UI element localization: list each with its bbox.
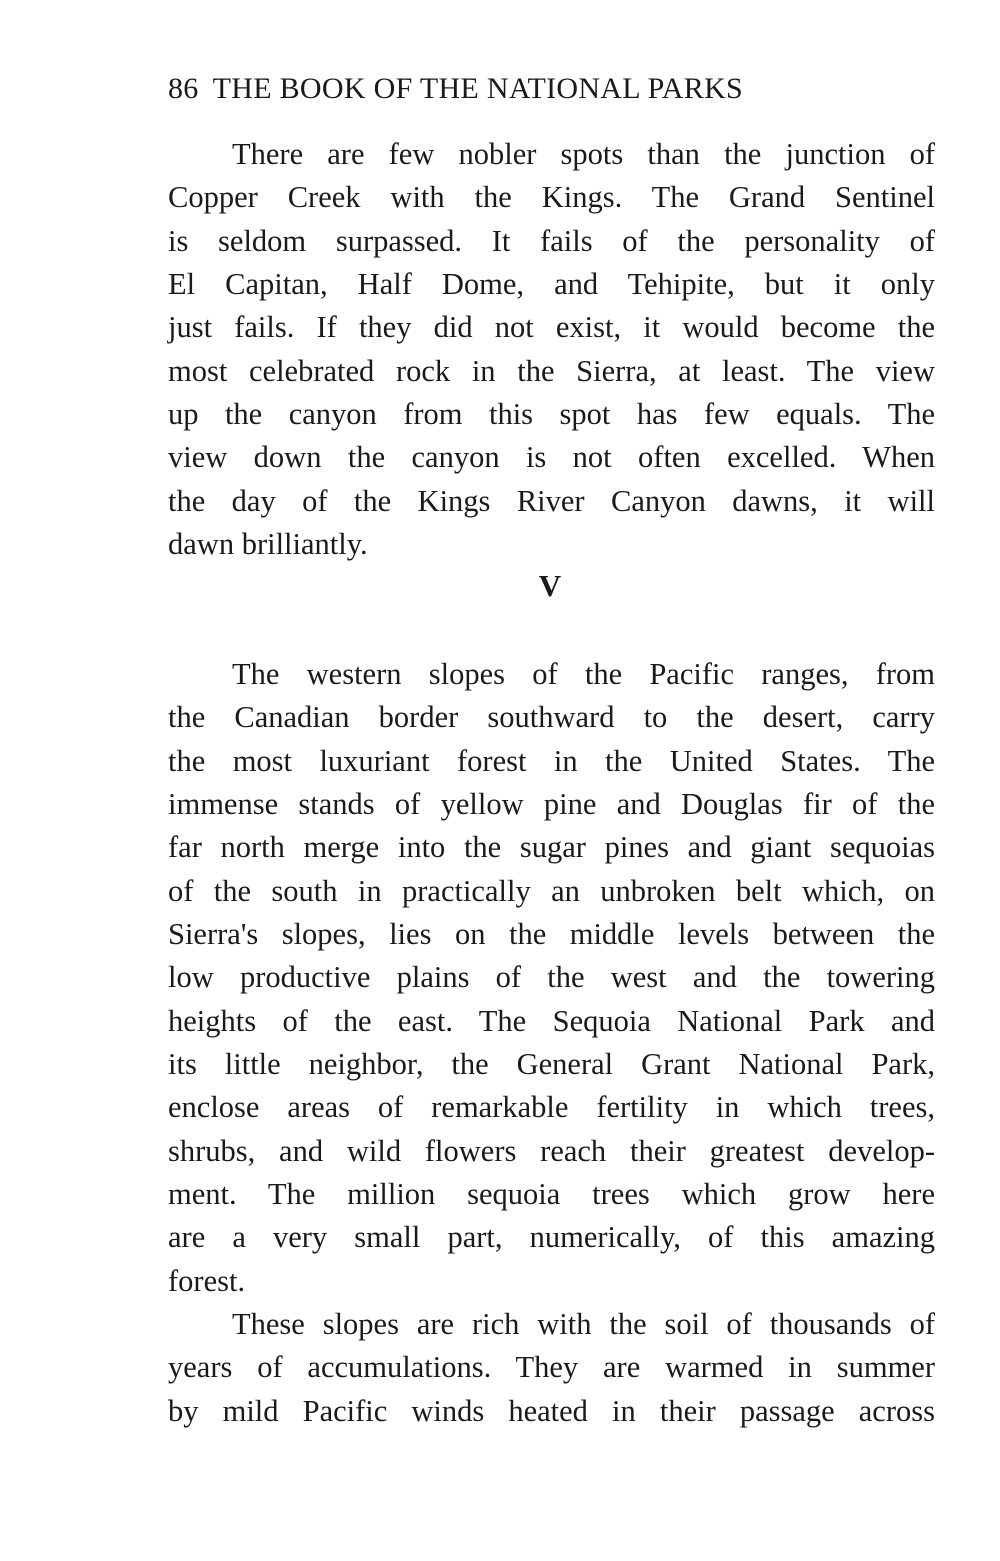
text-line: El Capitan, Half Dome, and Tehipite, but it only (168, 267, 935, 302)
text-line: immense stands of yellow pine and Douglas fir of the (168, 787, 935, 822)
paragraph-1 (168, 133, 935, 566)
text-line: forest. (168, 1263, 246, 1298)
text-line: of the south in practically an unbroken belt which, on (168, 873, 935, 908)
text-line: There are few nobler spots than the junction of (232, 137, 935, 171)
text-line: dawn brilliantly. (168, 527, 368, 562)
book-title: THE BOOK OF THE NATIONAL PARKS (212, 72, 744, 105)
text-line: view down the canyon is not often excelled. When (168, 440, 935, 475)
text-line: The western slopes of the Pacific ranges, from (232, 657, 935, 691)
text-line: most celebrated rock in the Sierra, at least. The view (168, 353, 935, 388)
text-line: is seldom surpassed. It fails of the personality of (168, 223, 935, 258)
text-line: the day of the Kings River Canyon dawns, it will (168, 483, 935, 518)
text-line: shrubs, and wild flowers reach their greatest develop- (168, 1133, 935, 1168)
text-line: are a very small part, numerically, of this amazing (168, 1220, 935, 1255)
running-header (168, 72, 938, 106)
text-line: enclose areas of remarkable fertility in which trees, (168, 1090, 935, 1125)
text-line: by mild Pacific winds heated in their passage across (168, 1393, 935, 1428)
text-line: Copper Creek with the Kings. The Grand Sentinel (168, 180, 935, 215)
text-line: low productive plains of the west and the towering (168, 960, 935, 995)
text-line: Sierra's slopes, lies on the middle levels between the (168, 917, 935, 952)
paragraph-2 (168, 653, 935, 1303)
text-line: heights of the east. The Sequoia National Park and (168, 1003, 935, 1038)
text-line: far north merge into the sugar pines and giant sequoias (168, 830, 935, 865)
text-line: the Canadian border southward to the desert, carry (168, 700, 935, 735)
text-line: just fails. If they did not exist, it would become the (168, 310, 935, 345)
text-line: up the canyon from this spot has few equals. The (168, 397, 935, 432)
text-line: its little neighbor, the General Grant National Park, (168, 1047, 935, 1082)
paragraph-3 (168, 1303, 935, 1433)
text-line: These slopes are rich with the soil of thousands of (232, 1307, 935, 1341)
section-heading: V (538, 568, 562, 603)
text-line: the most luxuriant forest in the United States. The (168, 743, 935, 778)
text-line: years of accumulations. They are warmed in summer (168, 1350, 935, 1385)
text-line: ment. The million sequoia trees which grow here (168, 1177, 935, 1212)
page-number: 86 (168, 72, 199, 105)
